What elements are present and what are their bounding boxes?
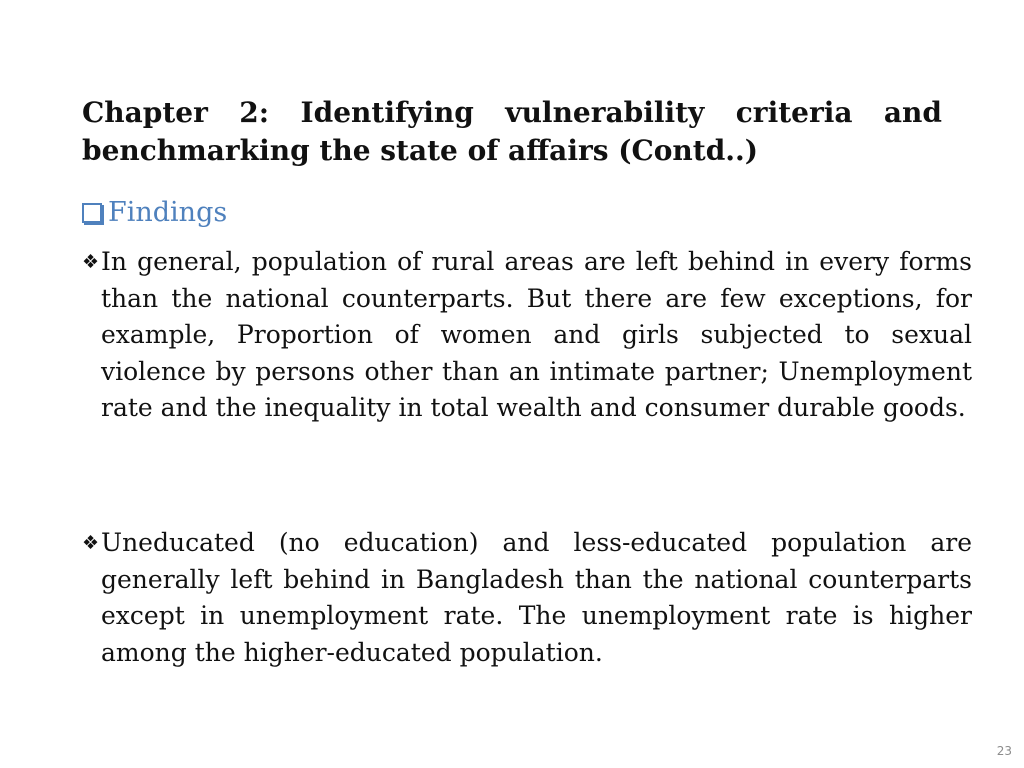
- page-number: 23: [996, 744, 1012, 758]
- four-diamond-icon: ❖: [82, 251, 100, 273]
- bullet-text: In general, population of rural areas are left behind in every forms than the national counterparts. But there are few exceptions, for example, Proportion of women and girls subjected to sexual violence by persons other than an intimate partner; Unemployment rate and the inequality in total wealth and consumer durable goods.: [101, 247, 972, 422]
- bullet-item: [82, 244, 972, 427]
- bullet-text: Uneducated (no education) and less-educated population are generally left behind in Bangladesh than the national counterparts except in unemployment rate. The unemployment rate is higher among the higher-educated population.: [101, 528, 972, 667]
- slide-title: Chapter 2: Identifying vulnerability criteria and benchmarking the state of affairs (Contd..): [82, 96, 942, 167]
- checkbox-square-icon: [82, 203, 102, 223]
- findings-label: Findings: [108, 197, 228, 228]
- findings-heading: [82, 194, 227, 232]
- four-diamond-icon: ❖: [82, 532, 100, 554]
- bullet-item: [82, 525, 972, 671]
